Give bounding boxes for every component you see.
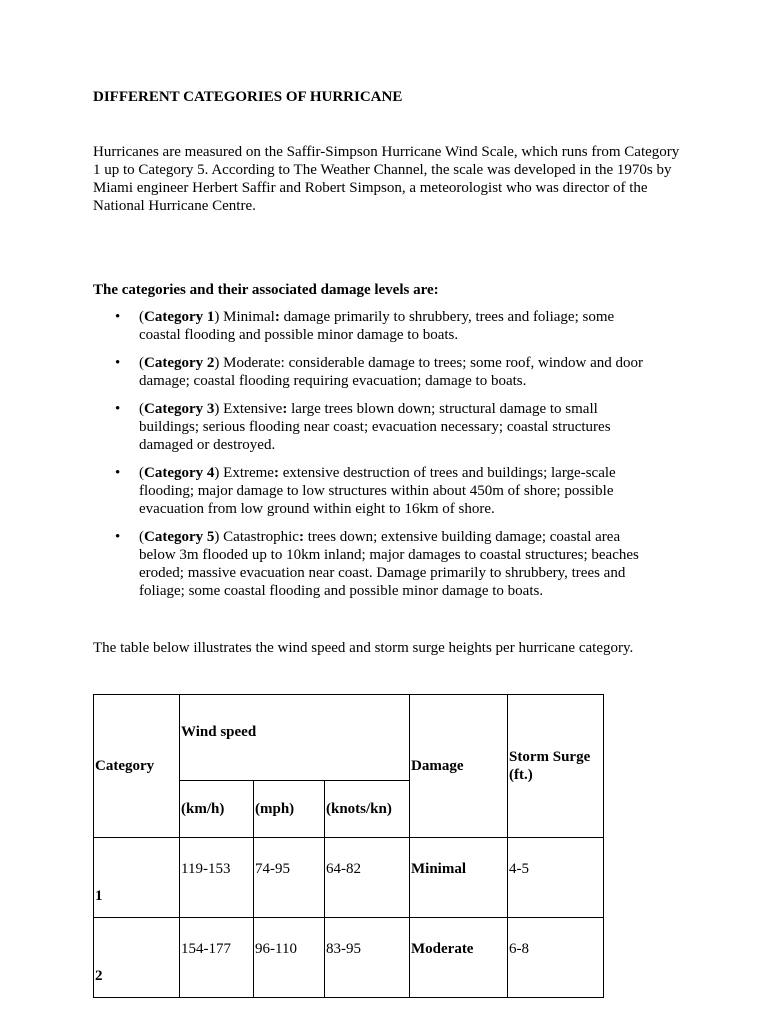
category-label: Category 4: [144, 465, 215, 481]
bullet-icon: •: [115, 355, 121, 371]
list-item: • (Category 2) Moderate: considerable damage to trees; some roof, window and door damage; coastal flooding requiring evacuation; damage to boats.: [115, 355, 644, 389]
row-category: 1: [94, 838, 180, 918]
category-label: Category 1: [144, 309, 215, 325]
table-row: [94, 838, 604, 918]
category-list: [93, 308, 653, 610]
row-kmh: 119-153: [180, 838, 254, 918]
category-description: extensive destruction of trees and buildings; large-scale flooding; major damage to low structures within about 450m of shore; possible evacuation from low ground within eight to 16km of shore.: [139, 465, 616, 517]
row-surge: 4-5: [508, 838, 604, 918]
header-wind-speed: Wind speed: [180, 695, 410, 781]
category-description: large trees blown down; structural damage to small buildings; serious flooding near coast; evacuation necessary; coastal structures damaged or destroyed.: [139, 401, 611, 453]
list-item: • (Category 4) Extreme: extensive destruction of trees and buildings; large-scale flooding; major damage to low structures within about 450m of shore; possible evacuation from low ground within eight to 16km of shore.: [115, 465, 616, 517]
category-description: trees down; extensive building damage; coastal area below 3m flooded up to 10km inland; major damages to coastal structures; beaches eroded; massive evacuation near coast. Damage primarily to shrubbery, trees and foliage; some coastal flooding and possible minor damage to boats.: [139, 529, 639, 599]
row-knots: 83-95: [325, 918, 410, 998]
header-knots: (knots/kn): [325, 781, 410, 838]
category-level: Moderate: [223, 355, 281, 371]
bullet-icon: •: [115, 401, 121, 417]
row-category: 2: [94, 918, 180, 998]
categories-heading: The categories and their associated damage levels are:: [93, 282, 439, 298]
bullet-icon: •: [115, 465, 121, 481]
header-kmh: (km/h): [180, 781, 254, 838]
row-mph: 96-110: [254, 918, 325, 998]
intro-paragraph: Hurricanes are measured on the Saffir-Simpson Hurricane Wind Scale, which runs from Category 1 up to Category 5. According to The Weather Channel, the scale was developed in the 1970s by Miami engineer Herbert Saffir and Robert Simpson, a meteorologist who was director of the National Hurricane Centre.: [93, 144, 680, 214]
row-damage: Moderate: [410, 918, 508, 998]
bullet-icon: •: [115, 309, 121, 325]
category-level: Extensive: [223, 401, 283, 417]
list-item: • (Category 3) Extensive: large trees blown down; structural damage to small buildings; serious flooding near coast; evacuation necessary; coastal structures damaged or destroyed.: [115, 401, 611, 453]
category-label: Category 5: [144, 529, 215, 545]
row-surge: 6-8: [508, 918, 604, 998]
list-item: • (Category 1) Minimal: damage primarily to shrubbery, trees and foliage; some coastal flooding and possible minor damage to boats.: [115, 309, 615, 343]
row-mph: 74-95: [254, 838, 325, 918]
header-category: Category: [94, 695, 180, 838]
table-row: [94, 918, 604, 998]
category-level: Minimal: [223, 309, 275, 325]
category-label: Category 2: [144, 355, 215, 371]
table-header-row: [94, 695, 604, 781]
row-knots: 64-82: [325, 838, 410, 918]
hurricane-table: [93, 694, 604, 998]
header-mph: (mph): [254, 781, 325, 838]
bullet-icon: •: [115, 529, 121, 545]
category-level: Catastrophic: [223, 529, 299, 545]
category-description: damage primarily to shrubbery, trees and foliage; some coastal flooding and possible minor damage to boats.: [139, 309, 615, 343]
category-level: Extreme: [223, 465, 274, 481]
header-storm-surge: Storm Surge (ft.): [508, 695, 604, 838]
category-description: considerable damage to trees; some roof, window and door damage; coastal flooding requiring evacuation; damage to boats.: [139, 355, 644, 389]
list-item: • (Category 5) Catastrophic: trees down; extensive building damage; coastal area below 3m flooded up to 10km inland; major damages to coastal structures; beaches eroded; massive evacuation near coast. Damage primarily to shrubbery, trees and foliage; some coastal flooding and possible minor damage to boats.: [115, 529, 639, 599]
document-title: DIFFERENT CATEGORIES OF HURRICANE: [93, 89, 403, 105]
category-label: Category 3: [144, 401, 215, 417]
header-damage: Damage: [410, 695, 508, 838]
row-damage: Minimal: [410, 838, 508, 918]
table-intro: The table below illustrates the wind speed and storm surge heights per hurricane category.: [93, 640, 634, 656]
row-kmh: 154-177: [180, 918, 254, 998]
